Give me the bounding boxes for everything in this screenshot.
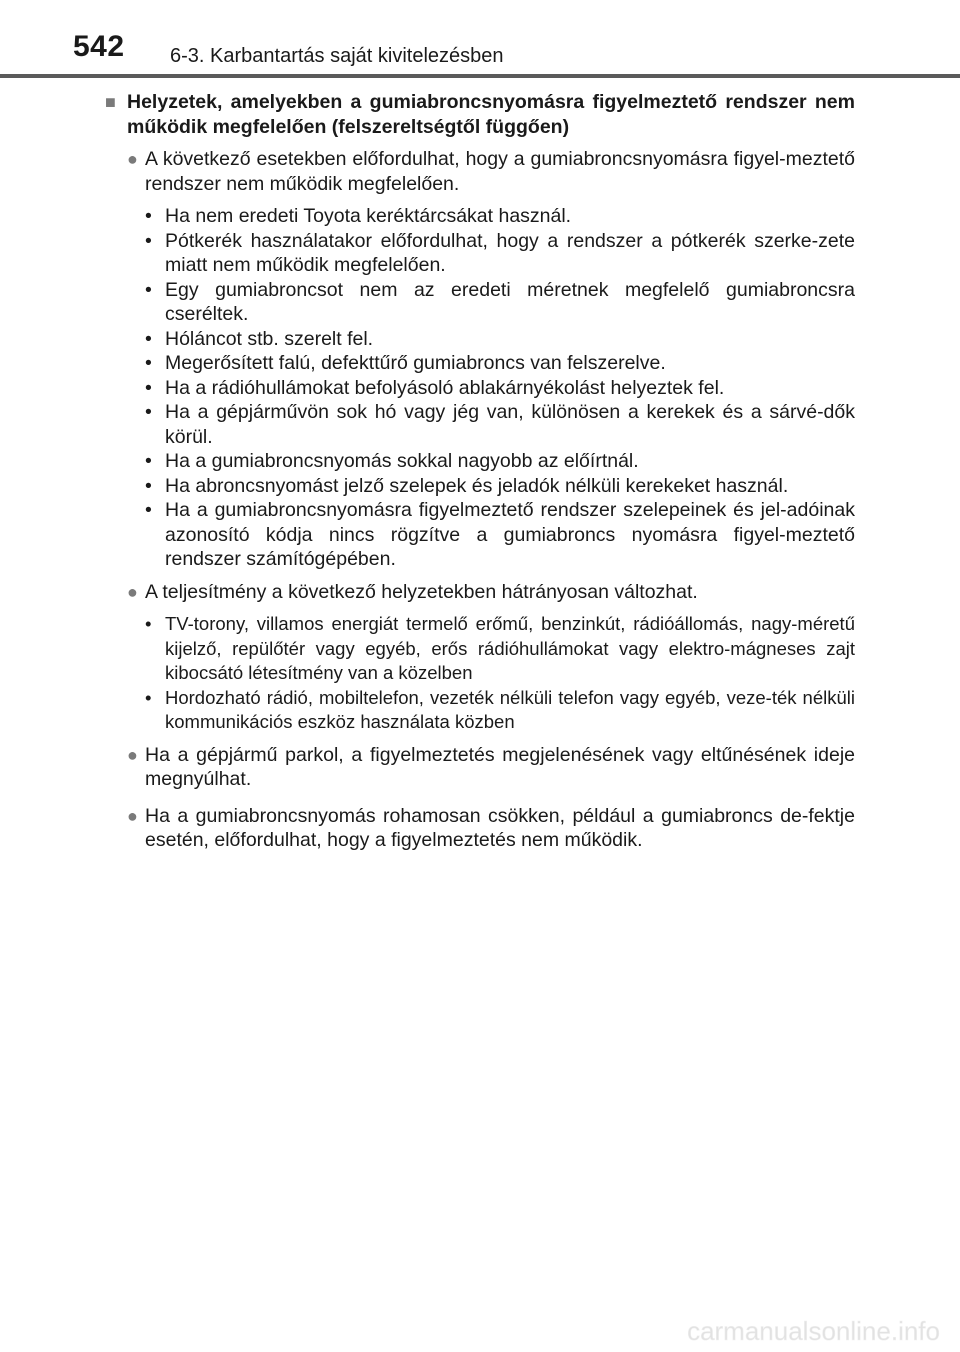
point-text: Ha a gumiabroncsnyomás rohamosan csökken, például a gumiabroncs de-fektje esetén, előfordulhat, hogy a figyelmeztetés nem működik. [145,804,855,851]
circle-bullet-icon: ● [127,581,138,602]
list-item: • Ha abroncsnyomást jelző szelepek és jeladók nélküli kerekeket használ. [145,474,789,497]
page-header [0,0,960,80]
point-item [105,580,855,605]
dot-icon: • [145,450,152,472]
circle-bullet-icon: ● [127,149,138,169]
point-text: A teljesítmény a következő helyzetekben hátrányosan változhat. [145,580,698,603]
list-item: • Hordozható rádió, mobiltelefon, vezeték nélküli telefon vagy egyéb, veze-ték nélküli kommunikációs eszköz használata közben [145,686,855,735]
list-item: • Ha nem eredeti Toyota keréktárcsákat használ. [145,205,572,227]
circle-bullet-icon: ● [127,805,138,826]
svg-text:carmanualsonline.info: carmanualsonline.info [687,1316,940,1346]
point-item [105,804,855,853]
section-title: 6-3. Karbantartás saját kivitelezésben [170,45,504,67]
point-text: A következő esetekben előfordulhat, hogy a gumiabroncsnyomásra figyel-meztető rendszer nem működik megfelelően. [145,148,855,195]
bullet-list [105,612,855,735]
section-heading [105,90,855,139]
header-rule [0,74,960,78]
dot-icon: • [145,352,152,374]
dot-icon: • [145,205,152,227]
dot-icon: • [145,229,152,252]
list-item: • Ha a gépjárművön sok hó vagy jég van, különösen a kerekek és a sárvé-dők körül. [145,401,855,448]
list-item: • Egy gumiabroncsot nem az eredeti méretnek megfelelő gumiabroncsra cseréltek. [145,278,855,325]
section-heading-text: Helyzetek, amelyekben a gumiabroncsnyomásra figyelmeztető rendszer nem működik megfelelően (felszereltségtől függően) [127,91,855,138]
list-item: • Hóláncot stb. szerelt fel. [145,327,374,350]
list-item: • Ha a gumiabroncsnyomásra figyelmeztető rendszer szelepeinek és jel-adóinak azonosító kódja nincs rögzítve a gumiabroncs nyomásra figyel-meztető rendszer számítógépében. [145,499,855,570]
list-item: • TV-torony, villamos energiát termelő erőmű, benzinkút, rádióállomás, nagy-méretű kijelző, repülőtér vagy egyéb, erős rádióhullámokat vagy elektro-mágneses zajt kibocsátó létesítmény van a közelben [145,612,855,686]
dot-icon: • [145,474,152,497]
dot-icon: • [145,499,152,521]
point-item [105,743,855,792]
dot-icon: • [145,376,152,399]
dot-icon: • [145,278,152,301]
page-number: 542 [73,30,125,63]
dot-icon: • [145,327,152,350]
list-item: • Megerősített falú, defekttűrő gumiabroncs van felszerelve. [145,352,666,374]
bullet-list [105,204,855,572]
dot-icon: • [145,686,152,708]
list-item: • Ha a gumiabroncsnyomás sokkal nagyobb az előírtnál. [145,450,639,472]
dot-icon: • [145,401,152,423]
page-content [105,90,855,853]
point-item [105,147,855,196]
circle-bullet-icon: ● [127,744,138,765]
dot-icon: • [145,613,152,634]
list-item: • Ha a rádióhullámokat befolyásoló ablakárnyékolást helyeztek fel. [145,376,725,399]
list-item: • Pótkerék használatakor előfordulhat, hogy a rendszer a pótkerék szerke-zete miatt nem működik megfelelően. [145,229,855,276]
square-bullet-icon: ■ [105,92,116,112]
point-text: Ha a gépjármű parkol, a figyelmeztetés megjelenésének vagy eltűnésének ideje megnyúlhat. [145,743,855,790]
